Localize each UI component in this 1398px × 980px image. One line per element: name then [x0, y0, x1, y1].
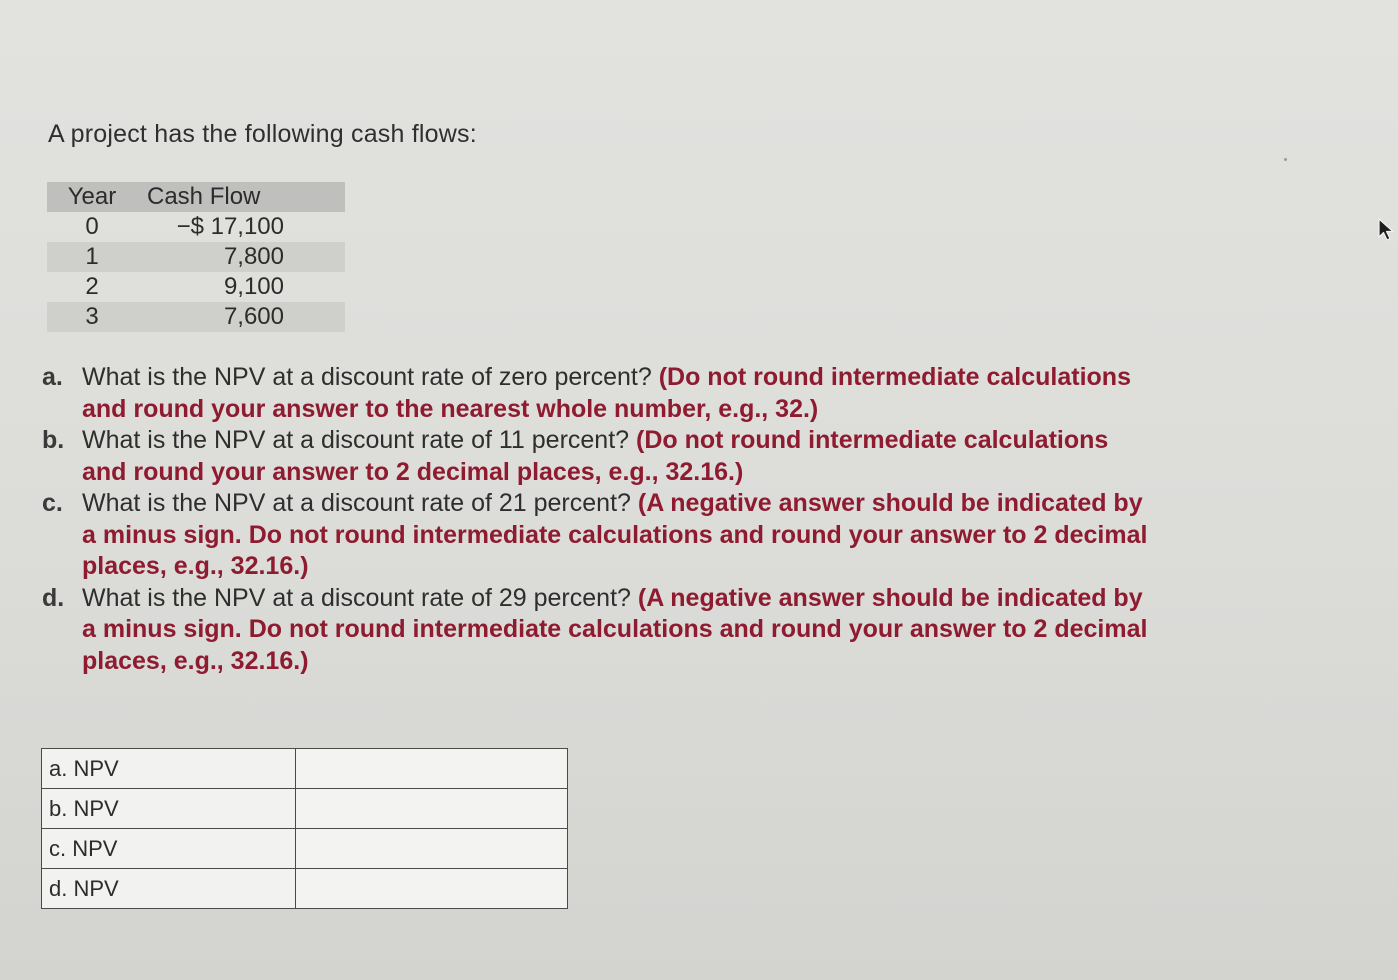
answer-label: a. NPV: [42, 749, 296, 789]
question-body: [82, 425, 1152, 488]
screen-speck: [1284, 158, 1287, 161]
answer-row: [42, 749, 568, 789]
answer-label: d. NPV: [42, 869, 296, 909]
answer-cell[interactable]: [296, 829, 568, 869]
answer-table: [41, 748, 568, 909]
question-text: What is the NPV at a discount rate of zero percent?: [82, 363, 652, 391]
cash-flow-cell: 7,600: [137, 302, 345, 332]
mouse-pointer-icon: [1378, 218, 1396, 244]
question-hint: (A negative answer should be indicated by a minus sign. Do not round intermediate calculations and round your answer to 2 decimal places, e.g., 32.16.): [82, 489, 1148, 580]
intro-text: A project has the following cash flows:: [48, 120, 477, 148]
question-body: [82, 362, 1152, 425]
cash-flow-cell: −$ 17,100: [176, 213, 284, 240]
year-cell: 3: [47, 302, 137, 332]
question-text: What is the NPV at a discount rate of 11 percent?: [82, 426, 630, 454]
question-body: [82, 488, 1152, 583]
cash-flow-cell: 7,800: [137, 242, 345, 272]
question-letter: c.: [42, 489, 63, 517]
question-hint: (A negative answer should be indicated by a minus sign. Do not round intermediate calculations and round your answer to 2 decimal places, e.g., 32.16.): [82, 583, 1148, 675]
year-cell: 1: [47, 242, 137, 272]
answer-label: b. NPV: [42, 789, 296, 829]
cash-flow-row: [47, 272, 345, 302]
cash-flow-row: [47, 212, 345, 242]
answer-row: [42, 869, 568, 909]
answer-cell[interactable]: [296, 749, 568, 789]
question-c: [42, 488, 1152, 583]
question-letter: a.: [42, 363, 63, 391]
question-body: [82, 583, 1152, 678]
question-letter: d.: [42, 583, 65, 612]
question-hint: (Do not round intermediate calculations and round your answer to the nearest whole number, e.g., 32.): [82, 363, 1131, 423]
answer-cell[interactable]: [296, 869, 568, 909]
npv-a-input[interactable]: [296, 749, 567, 788]
answer-row: [42, 789, 568, 829]
question-b: [42, 425, 1152, 488]
cash-flow-row: [47, 242, 345, 272]
cash-flow-row: [47, 302, 345, 332]
question-letter: b.: [42, 426, 65, 454]
npv-b-input[interactable]: [296, 789, 567, 828]
year-cell: 2: [85, 273, 99, 300]
year-cell: 0: [85, 213, 99, 240]
year-header: Year: [47, 182, 137, 212]
question-text: What is the NPV at a discount rate of 21 percent?: [82, 489, 631, 517]
npv-c-input[interactable]: [296, 829, 567, 868]
npv-d-input[interactable]: [296, 869, 567, 908]
cash-flow-header: Cash Flow: [137, 182, 345, 212]
cash-flow-header-row: [47, 182, 345, 212]
question-a: [42, 362, 1152, 425]
answer-row: [42, 829, 568, 869]
answer-label: c. NPV: [42, 829, 296, 869]
question-hint: (Do not round intermediate calculations and round your answer to 2 decimal places, e.g., 32.16.): [82, 426, 1109, 486]
cash-flow-cell: 9,100: [223, 273, 284, 300]
question-d: [42, 583, 1152, 678]
question-list: [42, 362, 1152, 677]
answer-cell[interactable]: [296, 789, 568, 829]
cash-flow-table: [47, 182, 345, 332]
question-text: What is the NPV at a discount rate of 29 percent?: [82, 583, 631, 612]
